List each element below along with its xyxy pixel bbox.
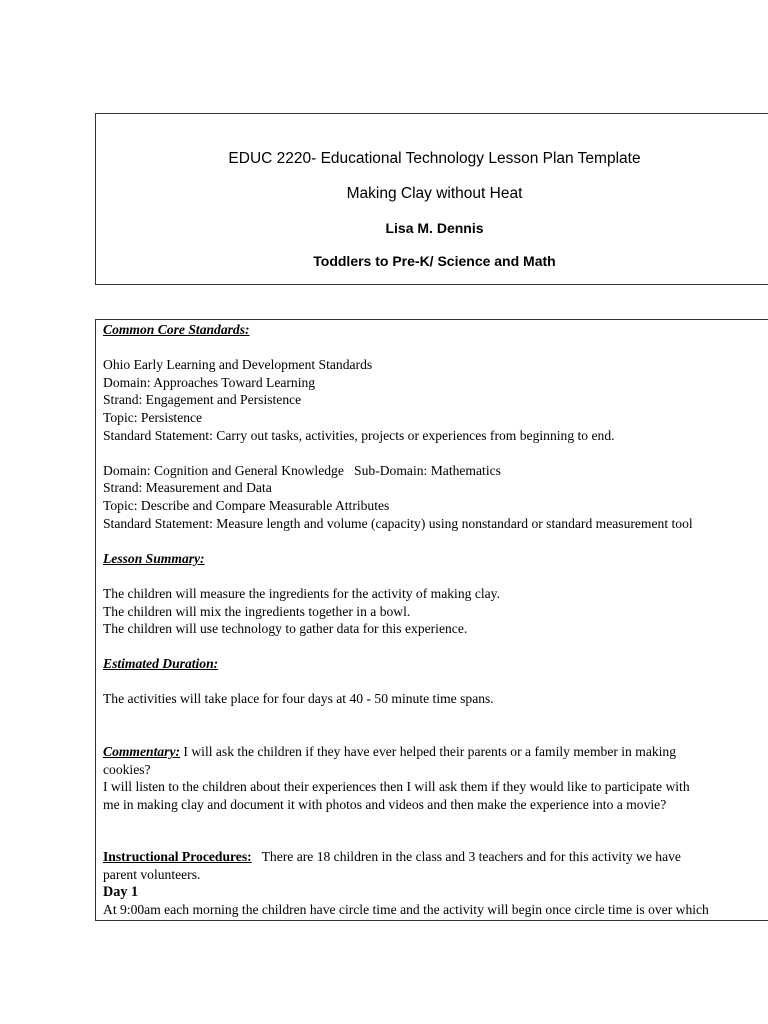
summary-line: The children will use technology to gather data for this experience. bbox=[103, 621, 468, 637]
procedures-heading: Instructional Procedures: bbox=[103, 849, 252, 865]
duration-text: The activities will take place for four days at 40 - 50 minute time spans. bbox=[103, 691, 494, 707]
grade-level-subject: Toddlers to Pre-K/ Science and Math bbox=[313, 253, 556, 269]
standards-line: Standard Statement: Carry out tasks, activities, projects or experiences from beginning to end. bbox=[103, 427, 615, 443]
procedures-text: There are 18 children in the class and 3 teachers and for this activity we have bbox=[251, 849, 681, 865]
commentary-line: cookies? bbox=[103, 761, 151, 777]
standards-line: Standard Statement: Measure length and volume (capacity) using nonstandard or standard measurement tool bbox=[103, 515, 693, 531]
commentary-heading: Commentary: bbox=[103, 744, 181, 760]
day-label: Day 1 bbox=[103, 883, 139, 900]
procedures-line: parent volunteers. bbox=[103, 867, 201, 883]
commentary-line: me in making clay and document it with photos and videos and then make the experience into a movie? bbox=[103, 796, 667, 812]
document-title: EDUC 2220- Educational Technology Lesson Plan Template bbox=[228, 150, 641, 167]
lesson-title: Making Clay without Heat bbox=[346, 185, 523, 202]
duration-heading: Estimated Duration: bbox=[103, 656, 219, 672]
title-block bbox=[95, 113, 768, 285]
author-name: Lisa M. Dennis bbox=[385, 220, 484, 236]
summary-line: The children will measure the ingredients for the activity of making clay. bbox=[103, 585, 500, 601]
standards-line: Strand: Measurement and Data bbox=[103, 480, 272, 496]
standards-line: Topic: Persistence bbox=[103, 409, 203, 425]
summary-heading: Lesson Summary: bbox=[103, 550, 205, 566]
procedures-paragraph bbox=[103, 848, 768, 866]
standards-line: Ohio Early Learning and Development Standards bbox=[103, 357, 373, 373]
lesson-body bbox=[95, 319, 768, 921]
summary-line: The children will mix the ingredients together in a bowl. bbox=[103, 603, 411, 619]
standards-line: Strand: Engagement and Persistence bbox=[103, 392, 302, 408]
commentary-paragraph bbox=[103, 743, 768, 761]
standards-line: Topic: Describe and Compare Measurable Attributes bbox=[103, 497, 390, 513]
commentary-text: I will ask the children if they have ever helped their parents or a family member in making bbox=[180, 744, 677, 760]
commentary-line: I will listen to the children about their experiences then I will ask them if they would like to participate with bbox=[103, 779, 690, 795]
day-text: At 9:00am each morning the children have circle time and the activity will begin once circle time is over which bbox=[103, 902, 709, 918]
standards-heading: Common Core Standards: bbox=[103, 322, 250, 337]
standards-line: Domain: Cognition and General Knowledge Sub-Domain: Mathematics bbox=[103, 462, 501, 478]
standards-line: Domain: Approaches Toward Learning bbox=[103, 374, 316, 390]
